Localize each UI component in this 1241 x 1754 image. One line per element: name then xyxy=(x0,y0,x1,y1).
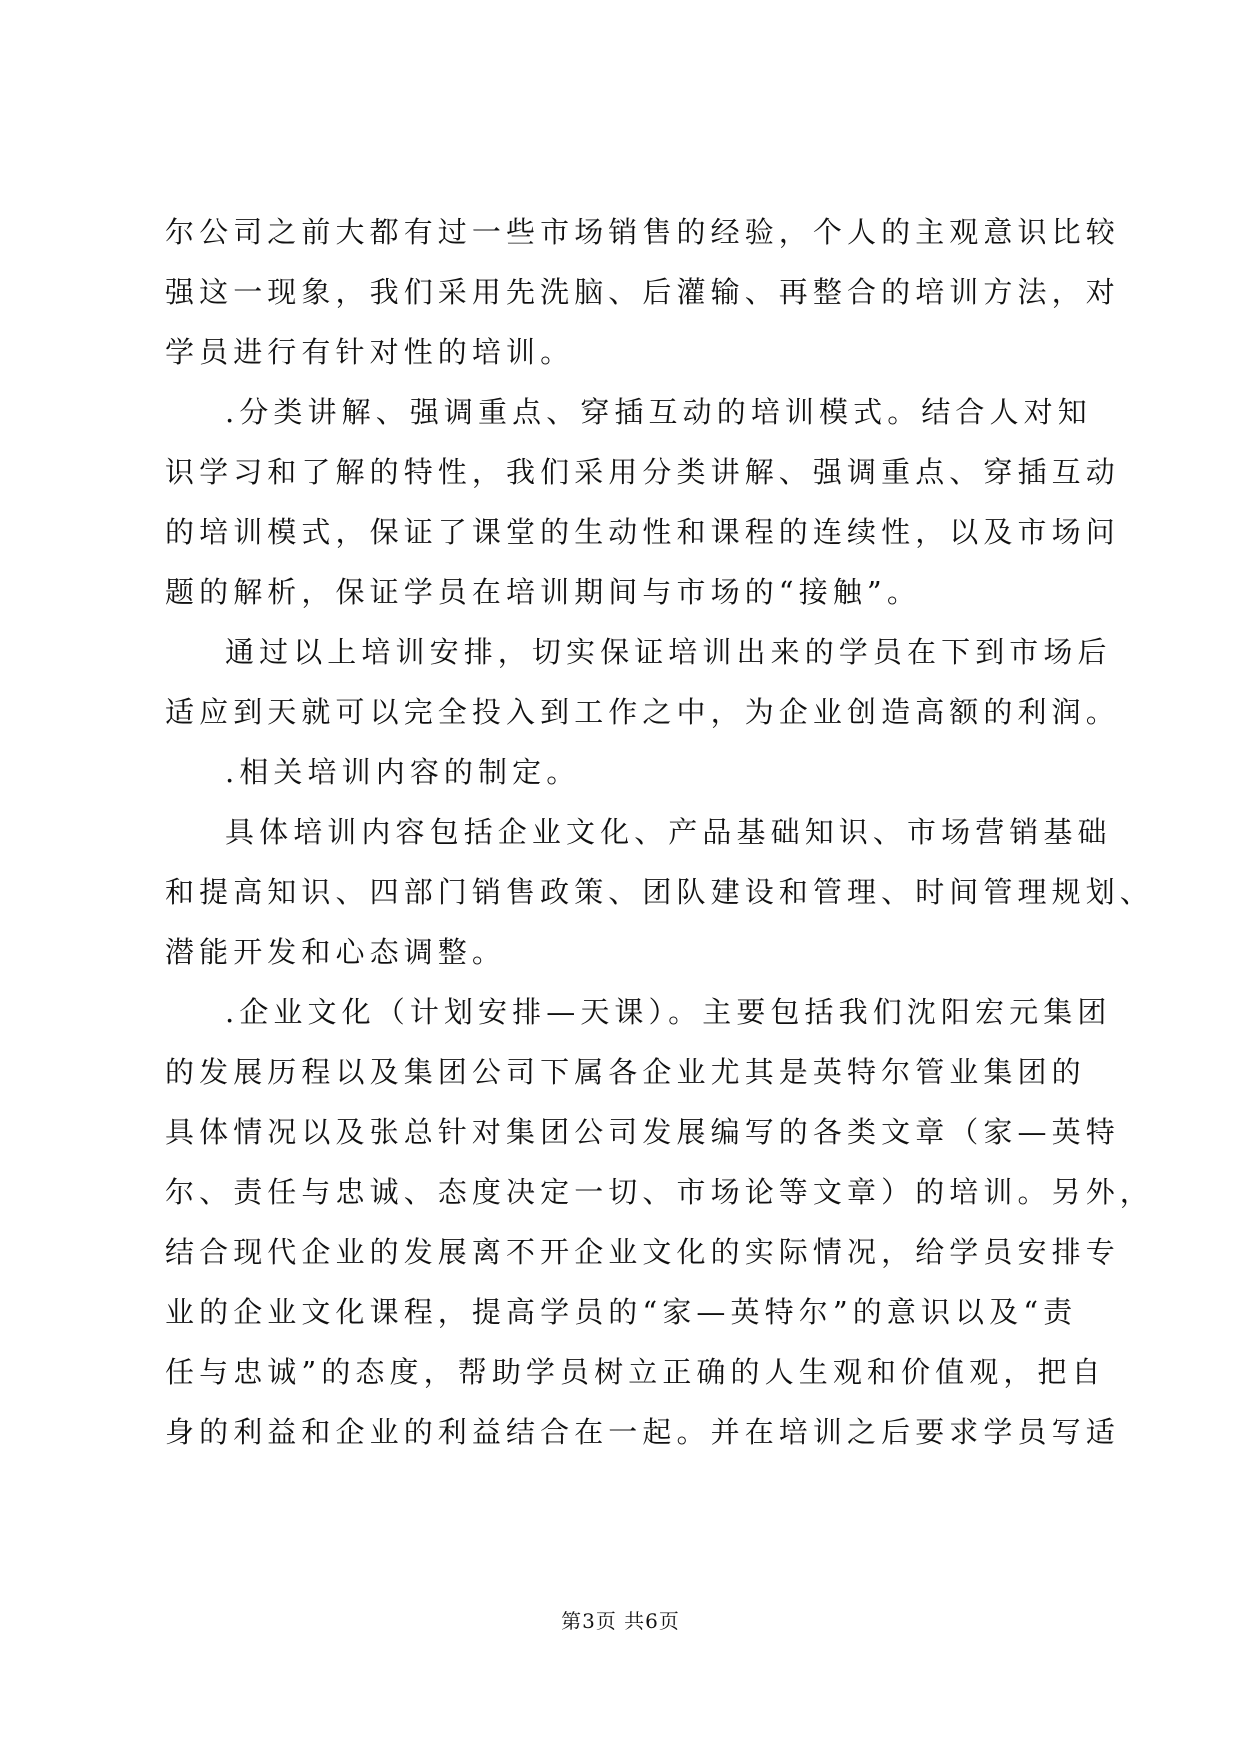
text-line-4: .分类讲解、强调重点、穿插互动的培训模式。结合人对知 xyxy=(225,395,1092,429)
text-line-21: 身的利益和企业的利益结合在一起。并在培训之后要求学员写适 xyxy=(165,1415,1120,1449)
text-line-9: 适应到天就可以完全投入到工作之中，为企业创造高额的利润。 xyxy=(165,695,1120,729)
text-line-13: 潜能开发和心态调整。 xyxy=(165,935,507,969)
text-line-14: .企业文化（计划安排—天课）。主要包括我们沈阳宏元集团 xyxy=(225,995,1112,1029)
text-line-15: 的发展历程以及集团公司下属各企业尤其是英特尔管业集团的 xyxy=(165,1055,1086,1089)
text-line-5: 识学习和了解的特性，我们采用分类讲解、强调重点、穿插互动 xyxy=(165,455,1120,489)
text-line-3: 学员进行有针对性的培训。 xyxy=(165,335,575,369)
text-line-10: .相关培训内容的制定。 xyxy=(225,755,581,789)
text-line-11: 具体培训内容包括企业文化、产品基础知识、市场营销基础 xyxy=(225,815,1112,849)
text-line-16: 具体情况以及张总针对集团公司发展编写的各类文章（家—英特 xyxy=(165,1115,1120,1149)
text-line-18: 结合现代企业的发展离不开企业文化的实际情况，给学员安排专 xyxy=(165,1235,1120,1269)
text-line-6: 的培训模式，保证了课堂的生动性和课程的连续性，以及市场问 xyxy=(165,515,1120,549)
text-line-7: 题的解析，保证学员在培训期间与市场的“接触”。 xyxy=(165,575,921,609)
text-line-19: 业的企业文化课程，提高学员的“家—英特尔”的意识以及“责 xyxy=(165,1295,1078,1329)
text-line-2: 强这一现象，我们采用先洗脑、后灌输、再整合的培训方法，对 xyxy=(165,275,1120,309)
text-line-20: 任与忠诚”的态度，帮助学员树立正确的人生观和价值观，把自 xyxy=(165,1355,1106,1389)
text-line-8: 通过以上培训安排，切实保证培训出来的学员在下到市场后 xyxy=(225,635,1112,669)
text-line-12: 和提高知识、四部门销售政策、团队建设和管理、时间管理规划、 xyxy=(165,875,1154,909)
text-line-1: 尔公司之前大都有过一些市场销售的经验，个人的主观意识比较 xyxy=(165,215,1120,249)
page-footer: 第3页 共6页 xyxy=(561,1609,680,1633)
text-line-17: 尔、责任与忠诚、态度决定一切、市场论等文章）的培训。另外， xyxy=(165,1175,1154,1209)
